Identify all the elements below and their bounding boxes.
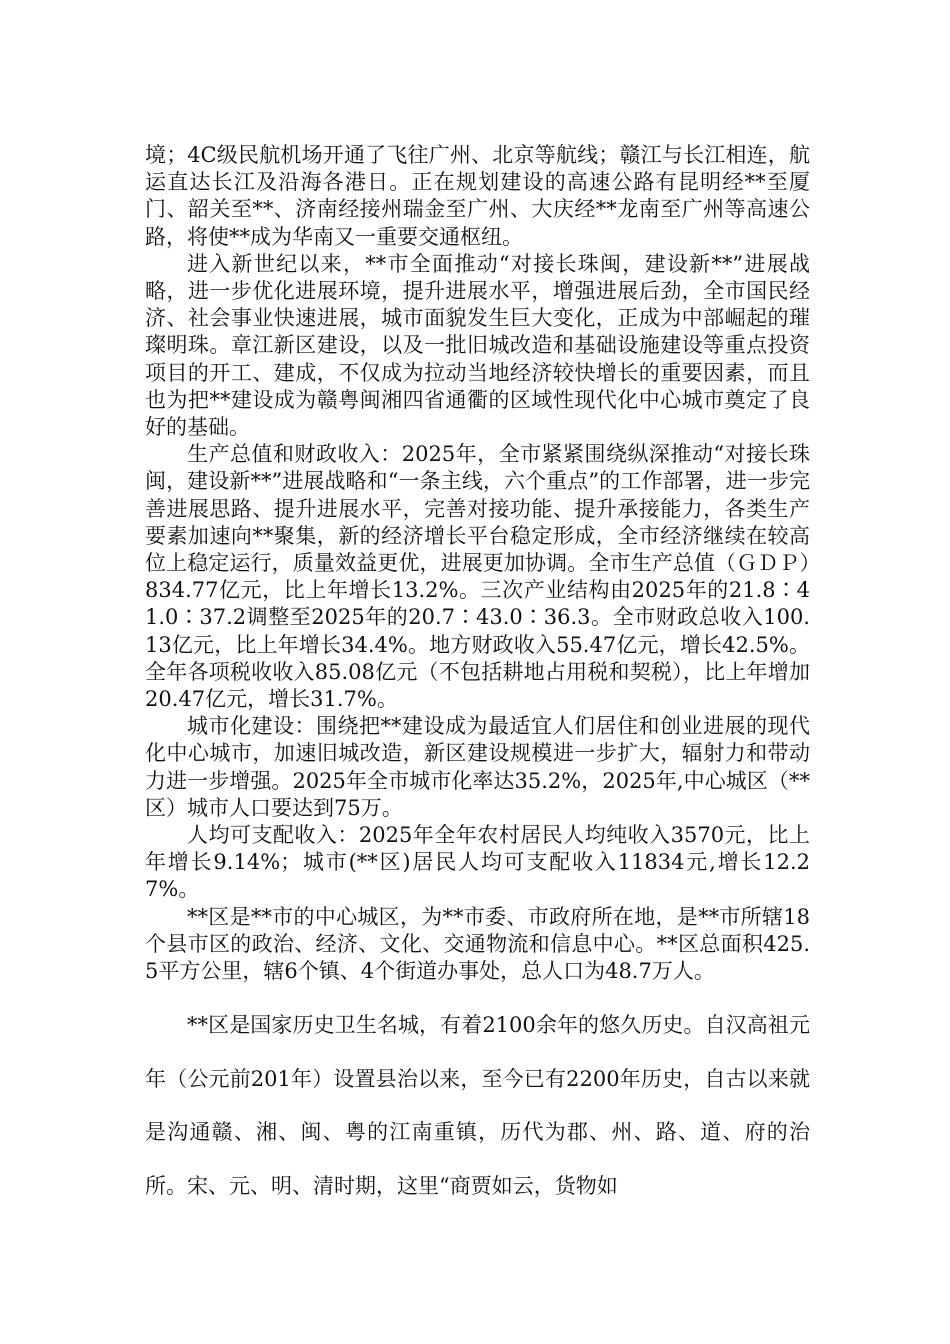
paragraph-history: **区是国家历史卫生名城，有着2100余年的悠久历史。自汉高祖元年（公元前201年）设置县治以来，至今已有2200年历史，自古以来就是沟通赣、湘、闽、粤的江南重镇，历代为郡、州、路、道、府的治所。宋、元、明、清时期，这里“商贾如云，货物如: [145, 1013, 810, 1199]
paragraph-transport: 境；4C级民航机场开通了飞往广州、北京等航线；赣江与长江相连，航运直达长江及沿海各港日。正在规划建设的高速公路有昆明经**至厦门、韶关至**、济南经接州瑞金至广州、大庆经**龙南至广州等高速公路，将使**成为华南又一重要交通枢纽。: [145, 143, 810, 249]
paragraph-gdp-fiscal: 生产总值和财政收入：2025年，全市紧紧围绕纵深推动“对接长珠闽，建设新**”进展战略和“一条主线，六个重点”的工作部署，进一步完善进展思路、提升进展水平，完善对接功能、提升承接能力，各类生产要素加速向**聚集，新的经济增长平台稳定形成，全市经济继续在较高位上稳定运行，质量效益更优，进展更加协调。全市生产总值（ＧＤＰ）834.77亿元，比上年增长13.2%。三次产业结构由2025年的21.8∶41.0∶37.2调整至2025年的20.7∶43.0∶36.3。全市财政总收入100.13亿元，比上年增长34.4%。地方财政收入55.47亿元，增长42.5%。全年各项税收收入85.08亿元（不包括耕地占用税和契税），比上年增加20.47亿元，增长31.7%。: [145, 442, 810, 712]
document-body: [145, 142, 810, 1214]
paragraph-income: 人均可支配收入：2025年全年农村居民人均纯收入3570元，比上年增长9.14%；城市(**区)居民人均可支配收入11834元,增长12.27%。: [145, 823, 810, 902]
paragraph-urbanization: 城市化建设：围绕把**建设成为最适宜人们居住和创业进展的现代化中心城市，加速旧城改造，新区建设规模进一步扩大，辐射力和带动力进一步增强。2025年全市城市化率达35.2%，2025年,中心城区（**区）城市人口要达到75万。: [145, 714, 810, 820]
paragraph-district-overview: **区是**市的中心城区，为**市委、市政府所在地，是**市所辖18个县市区的政治、经济、文化、交通物流和信息中心。**区总面积425.5平方公里，辖6个镇、4个街道办事处，总人口为48.7万人。: [145, 904, 810, 984]
paragraph-new-century: 进入新世纪以来，**市全面推动“对接长珠闽，建设新**”进展战略，进一步优化进展环境，提升进展水平，增强进展后劲，全市国民经济、社会事业快速进展，城市面貌发生巨大变化，正成为中部崛起的璀璨明珠。章江新区建设，以及一批旧城改造和基础设施建设等重点投资项目的开工、建成，不仅成为拉动当地经济较快增长的重要因素，而且也为把**建设成为赣粤闽湘四省通衢的区域性现代化中心城市奠定了良好的基础。: [145, 251, 810, 440]
